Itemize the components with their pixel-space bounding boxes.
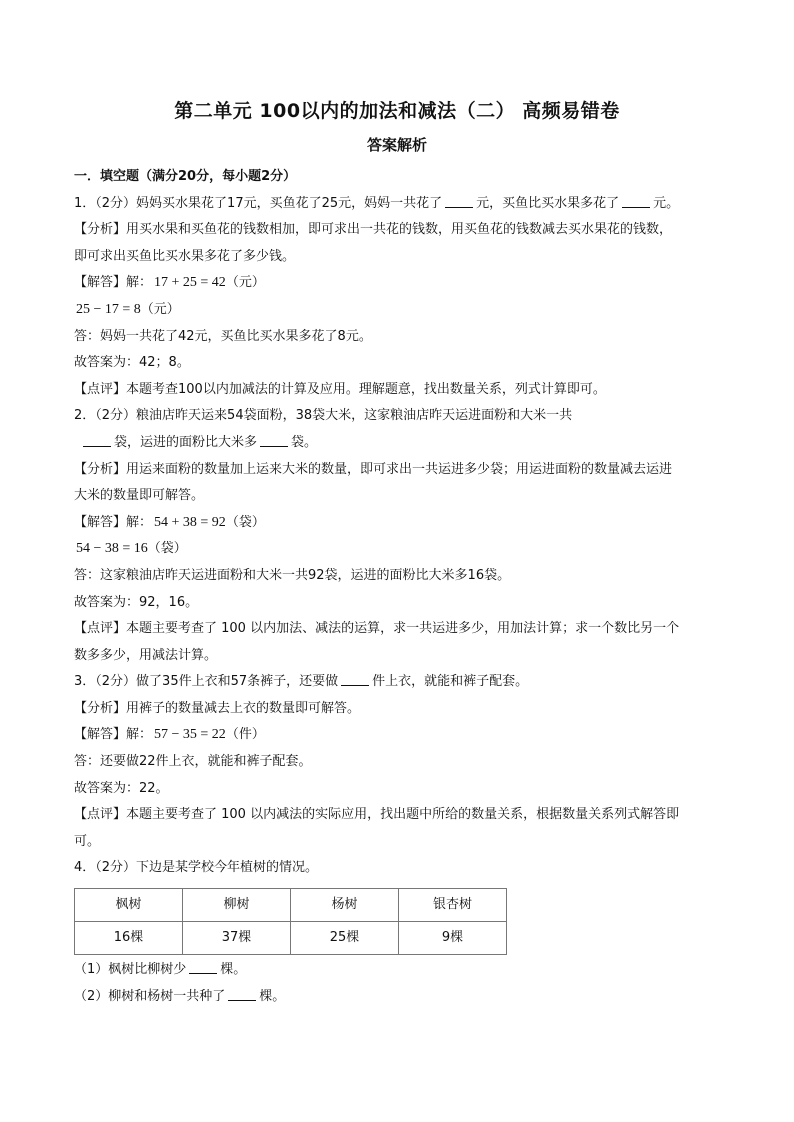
q1-analysis-line-2: 即可求出买鱼比买水果多花了多少钱。 xyxy=(74,248,296,264)
q2-final-answer: 故答案为：92，16。 xyxy=(74,594,199,610)
document-content xyxy=(74,164,730,1010)
q2-answer: 答：这家粮油店昨天运进面粉和大米一共92袋，运进的面粉比大米多16袋。 xyxy=(74,567,511,583)
q1-solution-label: 【解答】解： xyxy=(74,275,153,291)
q2-unit-1: （袋） xyxy=(225,514,265,530)
table-cell: 25棵 xyxy=(291,922,399,955)
q3-analysis: 【分析】用裤子的数量减去上衣的数量即可解答。 xyxy=(74,700,361,716)
q1-equation-2-line xyxy=(74,297,730,324)
q1-unit-1: （元） xyxy=(225,275,265,291)
table-header-cell: 柳树 xyxy=(183,889,291,922)
q3-comment-line-1: 【点评】本题主要考查了 100 以内减法的实际应用，找出题中所给的数量关系，根据数量关系列式解答即 xyxy=(74,807,680,823)
question-1-stem xyxy=(74,191,730,218)
table-cell: 37棵 xyxy=(183,922,291,955)
q4-sub2-part-b: 棵。 xyxy=(259,988,286,1004)
document-title: 第二单元 100以内的加法和减法（二） 高频易错卷 xyxy=(174,100,620,122)
q2-stem-part-b: 袋，运进的面粉比大米多 xyxy=(114,434,258,450)
q4-sub1-part-b: 棵。 xyxy=(220,962,247,978)
q2-answer-blank-1 xyxy=(83,432,111,447)
q2-analysis-line-2: 大米的数量即可解答。 xyxy=(74,488,205,504)
question-4-stem: 4．（2分）下边是某学校今年植树的情况。 xyxy=(74,860,319,876)
q3-solution-label: 【解答】解： xyxy=(74,727,153,743)
q2-comment-line-1: 【点评】本题主要考查了 100 以内加法、减法的运算，求一共运进多少，用加法计算；求一个数比另一个 xyxy=(74,621,680,637)
q2-equation-2-line xyxy=(74,536,730,563)
q1-answer-blank-1 xyxy=(445,193,473,208)
q1-answer-blank-2 xyxy=(622,193,650,208)
q3-stem-part-b: 件上衣，就能和裤子配套。 xyxy=(372,674,529,690)
q1-unit-2: （元） xyxy=(140,301,180,317)
q3-answer: 答：还要做22件上衣，就能和裤子配套。 xyxy=(74,754,312,770)
q2-solution-label: 【解答】解： xyxy=(74,514,153,530)
q3-equation-1: 57 − 35 = 22 xyxy=(154,727,226,743)
table-header-cell: 银杏树 xyxy=(399,889,507,922)
q2-equation-2: 54 − 38 = 16 xyxy=(76,541,148,557)
q4-sub2-part-a: （2）柳树和杨树一共种了 xyxy=(74,988,226,1004)
q3-stem-part-a: 3．（2分）做了35件上衣和57条裤子，还要做 xyxy=(74,674,339,690)
q1-solution xyxy=(74,270,730,297)
q3-final-answer: 故答案为：22。 xyxy=(74,780,169,796)
q1-stem-part-a: 1．（2分）妈妈买水果花了17元，买鱼花了25元，妈妈一共花了 xyxy=(74,195,443,211)
q1-stem-part-b: 元，买鱼比买水果多花了 xyxy=(476,195,620,211)
q4-sub2-answer-blank xyxy=(228,986,256,1001)
question-2-stem: 2．（2分）粮油店昨天运来54袋面粉，38袋大米，这家粮油店昨天运进面粉和大米一共 xyxy=(74,408,573,424)
tree-planting-table xyxy=(74,888,507,955)
q1-equation-2: 25 − 17 = 8 xyxy=(76,301,141,317)
q2-analysis-line-1: 【分析】用运来面粉的数量加上运来大米的数量，即可求出一共运进多少袋；用运进面粉的数量减去运进 xyxy=(74,461,673,477)
q1-final-answer: 故答案为：42；8。 xyxy=(74,355,190,371)
q2-equation-1: 54 + 38 = 92 xyxy=(154,514,226,530)
q1-analysis-line-1: 【分析】用买水果和买鱼花的钱数相加，即可求出一共花的钱数，用买鱼花的钱数减去买水果花的钱数， xyxy=(74,222,673,238)
q3-unit-1: （件） xyxy=(225,727,265,743)
q2-solution xyxy=(74,510,730,537)
table-header-cell: 枫树 xyxy=(75,889,183,922)
q2-unit-2: （袋） xyxy=(147,541,187,557)
section-heading: 一．填空题（满分20分，每小题2分） xyxy=(74,169,297,184)
q4-subquestion-2 xyxy=(74,984,730,1011)
q3-solution xyxy=(74,722,730,749)
table-header-row xyxy=(75,889,507,922)
question-3-stem xyxy=(74,669,730,696)
question-2-stem-cont xyxy=(74,430,730,457)
q4-sub1-answer-blank xyxy=(189,959,217,974)
table-cell: 16棵 xyxy=(75,922,183,955)
q3-comment-line-2: 可。 xyxy=(74,833,101,849)
q1-stem-part-c: 元。 xyxy=(653,195,680,211)
table-header-cell: 杨树 xyxy=(291,889,399,922)
table-row xyxy=(75,922,507,955)
q4-subquestion-1 xyxy=(74,957,730,984)
q1-equation-1: 17 + 25 = 42 xyxy=(154,275,226,291)
q2-comment-line-2: 数多多少，用减法计算。 xyxy=(74,647,218,663)
q1-answer: 答：妈妈一共花了42元，买鱼比买水果多花了8元。 xyxy=(74,328,372,344)
q4-sub1-part-a: （1）枫树比柳树少 xyxy=(74,962,187,978)
q2-stem-part-c: 袋。 xyxy=(291,434,318,450)
document-subtitle: 答案解析 xyxy=(366,136,427,154)
table-cell: 9棵 xyxy=(399,922,507,955)
q3-answer-blank xyxy=(341,671,369,686)
q1-comment: 【点评】本题考查100以内加减法的计算及应用。理解题意，找出数量关系，列式计算即可。 xyxy=(74,381,606,397)
q2-answer-blank-2 xyxy=(260,432,288,447)
